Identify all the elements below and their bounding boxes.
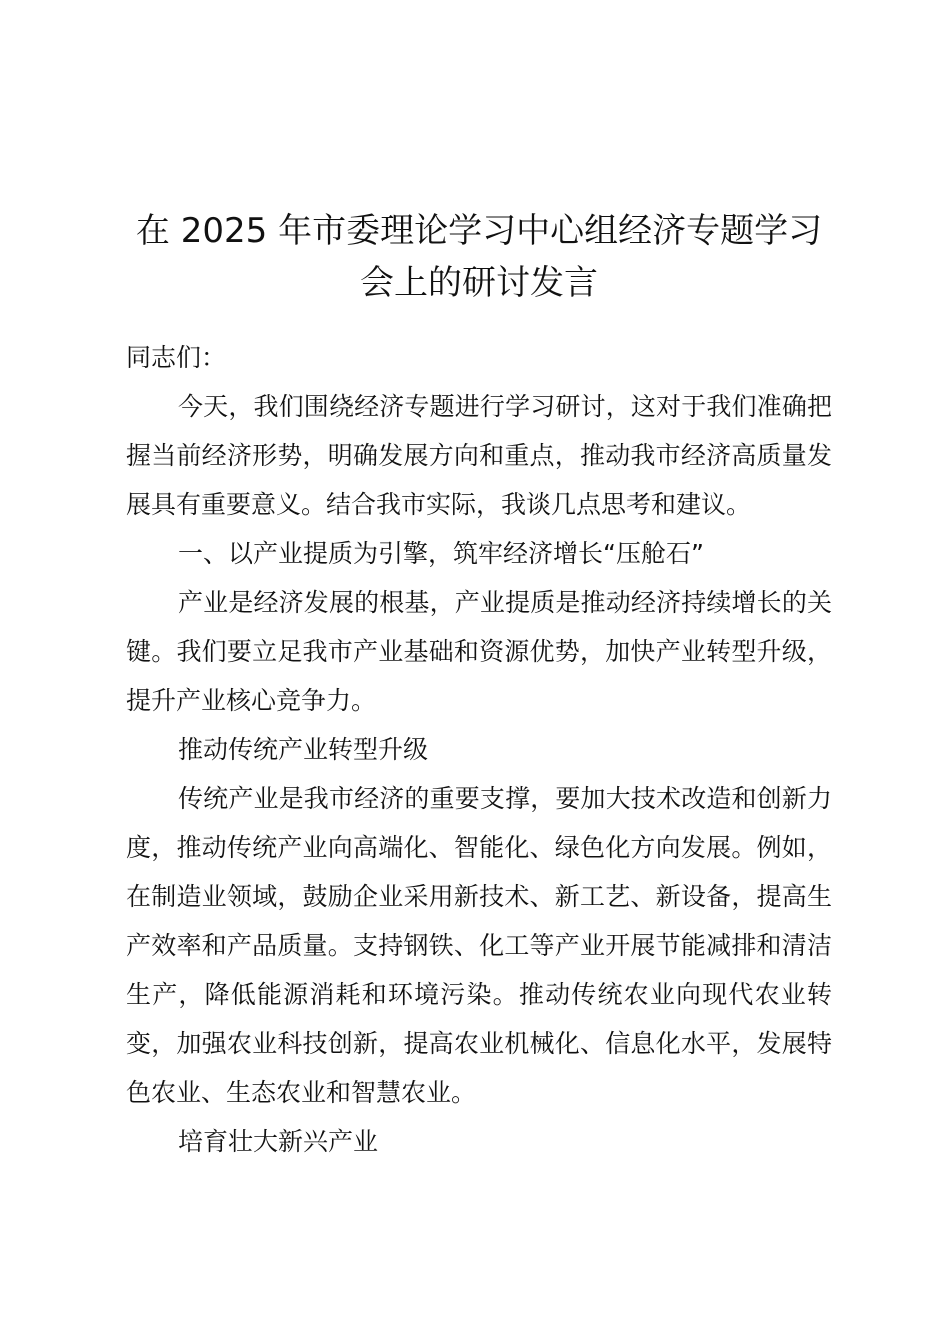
salutation: 同志们： <box>126 343 227 372</box>
document-title <box>126 205 832 309</box>
paragraph-intro: 今天，我们围绕经济专题进行学习研讨，这对于我们准确把握当前经济形势，明确发展方向和重点，推动我市经济高质量发展具有重要意义。结合我市实际，我谈几点思考和建议。 <box>126 392 832 519</box>
paragraph-traditional-industry: 传统产业是我市经济的重要支撑，要加大技术改造和创新力度，推动传统产业向高端化、智能化、绿色化方向发展。例如，在制造业领域，鼓励企业采用新技术、新工艺、新设备，提高生产效率和产品质量。支持钢铁、化工等产业开展节能减排和清洁生产，降低能源消耗和环境污染。推动传统农业向现代农业转变，加强农业科技创新，提高农业机械化、信息化水平，发展特色农业、生态农业和智慧农业。 <box>126 784 832 1107</box>
subheading-traditional-industry: 推动传统产业转型升级 <box>178 735 429 764</box>
title-line-2: 会上的研讨发言 <box>360 262 598 303</box>
section-heading-1: 一、以产业提质为引擎，筑牢经济增长“压舱石” <box>178 539 704 568</box>
title-line-1: 在 2025 年市委理论学习中心组经济专题学习 <box>135 210 823 251</box>
document-body <box>126 333 832 1166</box>
paragraph-industry: 产业是经济发展的根基，产业提质是推动经济持续增长的关键。我们要立足我市产业基础和资源优势，加快产业转型升级，提升产业核心竞争力。 <box>126 588 832 715</box>
subheading-emerging-industry: 培育壮大新兴产业 <box>178 1127 379 1156</box>
